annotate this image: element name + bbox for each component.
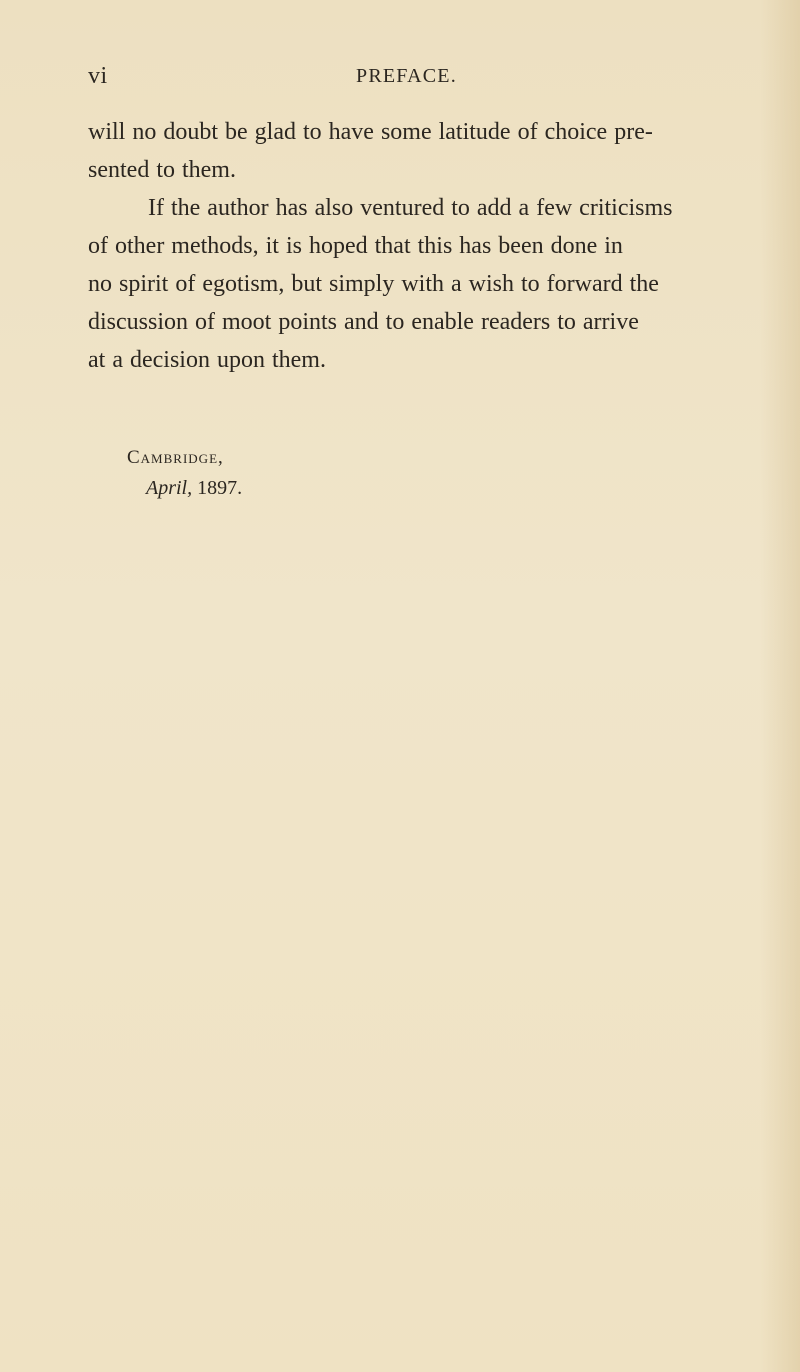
running-head — [88, 63, 740, 93]
text-line: no spirit of egotism, but simply with a wish to forward the — [88, 271, 659, 297]
running-title: PREFACE. — [356, 65, 457, 87]
text-line: discussion of moot points and to enable readers to arrive — [88, 309, 639, 335]
paragraph — [88, 189, 740, 379]
text-line: of other methods, it is hoped that this has been done in — [88, 233, 623, 259]
signature-year: 1897. — [197, 477, 243, 499]
signature-month: April, — [146, 477, 193, 499]
text-line: sented to them. — [88, 157, 236, 183]
text-line: at a decision upon them. — [88, 347, 326, 373]
text-line: will no doubt be glad to have some latitude of choice pre- — [88, 119, 653, 145]
signature-place: Cambridge, — [127, 447, 224, 468]
paragraph — [88, 113, 740, 189]
signature-block — [127, 443, 242, 503]
preface-body — [88, 113, 740, 379]
page-number: vi — [88, 63, 108, 89]
text-line: If the author has also ventured to add a few criticisms — [148, 195, 673, 221]
signature-date — [127, 473, 242, 503]
